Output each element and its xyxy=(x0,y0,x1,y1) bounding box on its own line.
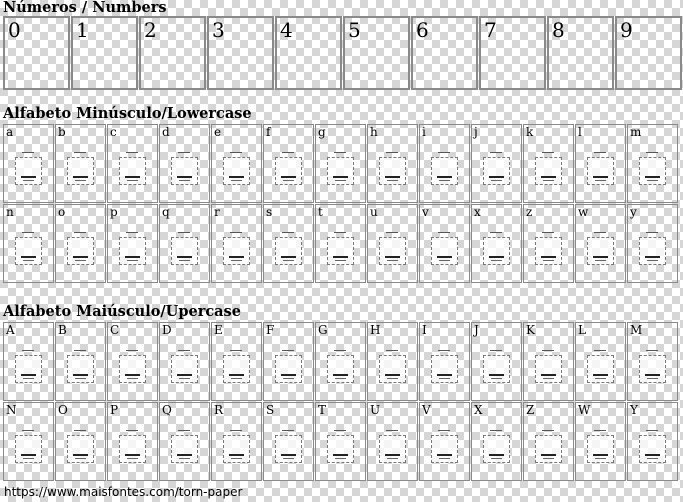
uppercase-row xyxy=(3,402,679,482)
torn-paper-glyph-icon xyxy=(171,237,198,265)
glyph-underline xyxy=(437,454,452,456)
glyph-underline xyxy=(333,256,348,258)
numbers-grid xyxy=(3,16,683,90)
letter-label: U xyxy=(370,403,381,417)
glyph-underline xyxy=(593,374,608,376)
letter-cell xyxy=(523,204,574,283)
source-url: https://www.maisfontes.com/torn-paper xyxy=(4,485,243,499)
torn-paper-glyph-icon xyxy=(431,237,458,265)
number-cell xyxy=(411,16,478,90)
letter-label: P xyxy=(110,403,119,417)
letter-cell xyxy=(575,204,626,283)
letter-cell xyxy=(263,204,314,283)
glyph-underline xyxy=(73,374,88,376)
glyph-underline xyxy=(437,374,452,376)
letter-label: f xyxy=(266,125,271,139)
torn-paper-glyph-icon xyxy=(379,237,406,265)
glyph-underline xyxy=(387,260,398,261)
letter-label: w xyxy=(578,205,589,219)
letter-label: o xyxy=(58,205,66,219)
glyph-underline xyxy=(283,458,294,459)
torn-paper-glyph-icon xyxy=(483,237,510,265)
letter-cell xyxy=(419,322,470,401)
letter-label: J xyxy=(474,323,479,337)
letter-cell xyxy=(367,124,418,203)
glyph-underline xyxy=(335,180,346,181)
torn-paper-glyph-icon xyxy=(67,237,94,265)
letter-label: g xyxy=(318,125,326,139)
glyph-underline xyxy=(387,180,398,181)
glyph-underline xyxy=(125,256,140,258)
glyph-underline xyxy=(75,378,86,379)
glyph-underline xyxy=(645,256,660,258)
torn-paper-glyph-icon xyxy=(327,435,354,463)
lowercase-grid xyxy=(3,124,679,284)
number-label: 9 xyxy=(620,18,633,42)
number-cell xyxy=(275,16,342,90)
letter-label: l xyxy=(578,125,582,139)
letter-label: k xyxy=(526,125,534,139)
torn-paper-glyph-icon xyxy=(639,435,666,463)
letter-label: u xyxy=(370,205,378,219)
glyph-underline xyxy=(437,176,452,178)
glyph-underline xyxy=(21,454,36,456)
letter-cell xyxy=(627,322,678,401)
torn-paper-glyph-icon xyxy=(119,355,146,383)
uppercase-row xyxy=(3,322,679,402)
letter-cell xyxy=(419,402,470,481)
letter-label: r xyxy=(214,205,220,219)
number-label: 7 xyxy=(484,18,497,42)
glyph-underline xyxy=(647,458,658,459)
glyph-underline xyxy=(177,176,192,178)
letter-cell xyxy=(367,322,418,401)
glyph-underline xyxy=(21,374,36,376)
letter-cell xyxy=(367,402,418,481)
number-cell xyxy=(71,16,138,90)
letter-label: K xyxy=(526,323,535,337)
letter-label: M xyxy=(630,323,643,337)
torn-paper-glyph-icon xyxy=(67,355,94,383)
letter-cell xyxy=(419,204,470,283)
torn-paper-glyph-icon xyxy=(587,157,614,185)
number-label: 3 xyxy=(212,18,225,42)
glyph-underline xyxy=(125,454,140,456)
glyph-underline xyxy=(335,458,346,459)
number-label: 8 xyxy=(552,18,565,42)
letter-cell xyxy=(107,322,158,401)
torn-paper-glyph-icon xyxy=(483,355,510,383)
letter-cell xyxy=(315,124,366,203)
number-cell xyxy=(615,16,682,90)
letter-cell xyxy=(159,124,210,203)
glyph-underline xyxy=(231,180,242,181)
glyph-underline xyxy=(593,256,608,258)
torn-paper-glyph-icon xyxy=(275,237,302,265)
letter-cell xyxy=(107,204,158,283)
glyph-underline xyxy=(543,180,554,181)
glyph-underline xyxy=(177,374,192,376)
glyph-underline xyxy=(595,378,606,379)
letter-cell xyxy=(523,402,574,481)
glyph-underline xyxy=(75,180,86,181)
glyph-underline xyxy=(541,454,556,456)
torn-paper-glyph-icon xyxy=(379,157,406,185)
letter-label: j xyxy=(474,125,478,139)
torn-paper-glyph-icon xyxy=(587,435,614,463)
numbers-row xyxy=(3,16,683,90)
letter-label: x xyxy=(474,205,481,219)
glyph-underline xyxy=(23,260,34,261)
letter-label: T xyxy=(318,403,327,417)
letter-cell xyxy=(471,204,522,283)
torn-paper-glyph-icon xyxy=(587,237,614,265)
torn-paper-glyph-icon xyxy=(67,157,94,185)
torn-paper-glyph-icon xyxy=(483,435,510,463)
glyph-underline xyxy=(645,374,660,376)
letter-cell xyxy=(471,402,522,481)
glyph-underline xyxy=(541,256,556,258)
number-label: 1 xyxy=(76,18,89,42)
number-label: 6 xyxy=(416,18,429,42)
letter-cell xyxy=(315,402,366,481)
torn-paper-glyph-icon xyxy=(171,157,198,185)
letter-label: i xyxy=(422,125,426,139)
torn-paper-glyph-icon xyxy=(223,355,250,383)
glyph-underline xyxy=(75,260,86,261)
letter-label: q xyxy=(162,205,170,219)
glyph-underline xyxy=(127,378,138,379)
uppercase-section-title: Alfabeto Maiúsculo/Upercase xyxy=(3,303,241,320)
letter-cell xyxy=(419,124,470,203)
glyph-underline xyxy=(647,180,658,181)
letter-cell xyxy=(3,402,54,481)
letter-label: b xyxy=(58,125,66,139)
letter-cell xyxy=(107,402,158,481)
number-cell xyxy=(479,16,546,90)
torn-paper-glyph-icon xyxy=(119,435,146,463)
glyph-underline xyxy=(439,378,450,379)
glyph-underline xyxy=(125,374,140,376)
torn-paper-glyph-icon xyxy=(223,435,250,463)
torn-paper-glyph-icon xyxy=(431,435,458,463)
number-cell xyxy=(207,16,274,90)
letter-cell xyxy=(263,322,314,401)
letter-cell xyxy=(211,402,262,481)
number-cell xyxy=(3,16,70,90)
letter-cell xyxy=(263,402,314,481)
glyph-underline xyxy=(229,454,244,456)
letter-cell xyxy=(3,204,54,283)
letter-cell xyxy=(211,124,262,203)
glyph-underline xyxy=(645,176,660,178)
letter-cell xyxy=(3,322,54,401)
torn-paper-glyph-icon xyxy=(67,435,94,463)
letter-cell xyxy=(627,204,678,283)
letter-cell xyxy=(627,402,678,481)
letter-cell xyxy=(107,124,158,203)
number-cell xyxy=(139,16,206,90)
letter-label: F xyxy=(266,323,275,337)
numbers-section-title: Números / Numbers xyxy=(3,0,167,16)
glyph-underline xyxy=(125,176,140,178)
letter-label: H xyxy=(370,323,381,337)
letter-label: I xyxy=(422,323,427,337)
torn-paper-glyph-icon xyxy=(223,237,250,265)
glyph-underline xyxy=(21,256,36,258)
glyph-underline xyxy=(179,378,190,379)
letter-label: v xyxy=(422,205,429,219)
lowercase-row xyxy=(3,124,679,204)
number-cell xyxy=(547,16,614,90)
letter-label: C xyxy=(110,323,120,337)
glyph-underline xyxy=(385,374,400,376)
letter-label: W xyxy=(578,403,591,417)
letter-cell xyxy=(55,322,106,401)
glyph-underline xyxy=(541,374,556,376)
glyph-underline xyxy=(385,256,400,258)
letter-cell xyxy=(211,204,262,283)
glyph-underline xyxy=(593,454,608,456)
glyph-underline xyxy=(127,180,138,181)
letter-cell xyxy=(3,124,54,203)
glyph-underline xyxy=(177,256,192,258)
glyph-underline xyxy=(595,458,606,459)
letter-label: N xyxy=(6,403,17,417)
letter-cell xyxy=(575,402,626,481)
letter-label: Z xyxy=(526,403,535,417)
glyph-underline xyxy=(177,454,192,456)
letter-label: X xyxy=(474,403,483,417)
letter-label: O xyxy=(58,403,68,417)
glyph-underline xyxy=(437,256,452,258)
glyph-underline xyxy=(385,176,400,178)
letter-label: E xyxy=(214,323,223,337)
glyph-underline xyxy=(439,458,450,459)
letter-label: h xyxy=(370,125,378,139)
uppercase-grid xyxy=(3,322,679,482)
glyph-underline xyxy=(385,454,400,456)
glyph-underline xyxy=(283,260,294,261)
glyph-underline xyxy=(439,260,450,261)
number-label: 0 xyxy=(8,18,21,42)
letter-cell xyxy=(575,322,626,401)
letter-label: Y xyxy=(630,403,638,417)
torn-paper-glyph-icon xyxy=(327,355,354,383)
glyph-underline xyxy=(387,378,398,379)
glyph-underline xyxy=(489,256,504,258)
lowercase-row xyxy=(3,204,679,284)
letter-cell xyxy=(315,204,366,283)
glyph-underline xyxy=(335,260,346,261)
torn-paper-glyph-icon xyxy=(15,355,42,383)
glyph-underline xyxy=(231,378,242,379)
torn-paper-glyph-icon xyxy=(223,157,250,185)
glyph-underline xyxy=(127,260,138,261)
letter-cell xyxy=(55,124,106,203)
glyph-underline xyxy=(73,176,88,178)
glyph-underline xyxy=(593,176,608,178)
letter-cell xyxy=(471,322,522,401)
letter-label: d xyxy=(162,125,170,139)
glyph-underline xyxy=(23,378,34,379)
torn-paper-glyph-icon xyxy=(587,355,614,383)
letter-cell xyxy=(159,322,210,401)
letter-cell xyxy=(55,204,106,283)
glyph-underline xyxy=(23,180,34,181)
glyph-underline xyxy=(281,176,296,178)
glyph-underline xyxy=(595,260,606,261)
letter-cell xyxy=(523,124,574,203)
glyph-underline xyxy=(489,454,504,456)
number-cell xyxy=(343,16,410,90)
torn-paper-glyph-icon xyxy=(119,237,146,265)
glyph-underline xyxy=(73,454,88,456)
torn-paper-glyph-icon xyxy=(639,237,666,265)
letter-cell xyxy=(575,124,626,203)
glyph-underline xyxy=(541,176,556,178)
torn-paper-glyph-icon xyxy=(639,157,666,185)
torn-paper-glyph-icon xyxy=(535,355,562,383)
torn-paper-glyph-icon xyxy=(327,237,354,265)
letter-label: Q xyxy=(162,403,172,417)
torn-paper-glyph-icon xyxy=(535,435,562,463)
torn-paper-glyph-icon xyxy=(171,355,198,383)
number-label: 2 xyxy=(144,18,157,42)
glyph-underline xyxy=(335,378,346,379)
letter-cell xyxy=(367,204,418,283)
letter-cell xyxy=(159,204,210,283)
torn-paper-glyph-icon xyxy=(379,435,406,463)
torn-paper-glyph-icon xyxy=(275,157,302,185)
letter-label: a xyxy=(6,125,14,139)
lowercase-section-title: Alfabeto Minúsculo/Lowercase xyxy=(3,105,252,122)
glyph-underline xyxy=(75,458,86,459)
letter-cell xyxy=(315,322,366,401)
glyph-underline xyxy=(179,458,190,459)
torn-paper-glyph-icon xyxy=(483,157,510,185)
glyph-underline xyxy=(23,458,34,459)
letter-label: B xyxy=(58,323,67,337)
torn-paper-glyph-icon xyxy=(15,237,42,265)
torn-paper-glyph-icon xyxy=(327,157,354,185)
letter-label: A xyxy=(6,323,15,337)
glyph-underline xyxy=(491,260,502,261)
letter-label: c xyxy=(110,125,117,139)
glyph-underline xyxy=(647,378,658,379)
glyph-underline xyxy=(283,180,294,181)
glyph-underline xyxy=(333,374,348,376)
glyph-underline xyxy=(179,180,190,181)
glyph-underline xyxy=(647,260,658,261)
torn-paper-glyph-icon xyxy=(171,435,198,463)
glyph-underline xyxy=(491,458,502,459)
glyph-underline xyxy=(281,374,296,376)
letter-label: n xyxy=(6,205,14,219)
letter-label: p xyxy=(110,205,118,219)
glyph-underline xyxy=(127,458,138,459)
letter-cell xyxy=(471,124,522,203)
torn-paper-glyph-icon xyxy=(639,355,666,383)
letter-label: s xyxy=(266,205,273,219)
glyph-underline xyxy=(387,458,398,459)
number-label: 4 xyxy=(280,18,293,42)
letter-label: L xyxy=(578,323,586,337)
torn-paper-glyph-icon xyxy=(535,157,562,185)
letter-label: V xyxy=(422,403,431,417)
torn-paper-glyph-icon xyxy=(15,435,42,463)
letter-label: G xyxy=(318,323,328,337)
letter-cell xyxy=(627,124,678,203)
glyph-underline xyxy=(229,374,244,376)
glyph-underline xyxy=(543,378,554,379)
torn-paper-glyph-icon xyxy=(379,355,406,383)
torn-paper-glyph-icon xyxy=(15,157,42,185)
number-label: 5 xyxy=(348,18,361,42)
letter-cell xyxy=(263,124,314,203)
glyph-underline xyxy=(283,378,294,379)
glyph-underline xyxy=(281,256,296,258)
glyph-underline xyxy=(489,374,504,376)
glyph-underline xyxy=(543,260,554,261)
glyph-underline xyxy=(491,378,502,379)
glyph-underline xyxy=(179,260,190,261)
glyph-underline xyxy=(489,176,504,178)
torn-paper-glyph-icon xyxy=(535,237,562,265)
glyph-underline xyxy=(333,176,348,178)
glyph-underline xyxy=(229,176,244,178)
letter-label: t xyxy=(318,205,323,219)
torn-paper-glyph-icon xyxy=(119,157,146,185)
glyph-underline xyxy=(231,458,242,459)
letter-label: R xyxy=(214,403,224,417)
letter-cell xyxy=(55,402,106,481)
letter-cell xyxy=(159,402,210,481)
glyph-underline xyxy=(229,256,244,258)
glyph-underline xyxy=(281,454,296,456)
torn-paper-glyph-icon xyxy=(431,157,458,185)
torn-paper-glyph-icon xyxy=(275,435,302,463)
glyph-underline xyxy=(439,180,450,181)
letter-label: e xyxy=(214,125,222,139)
glyph-underline xyxy=(333,454,348,456)
letter-cell xyxy=(211,322,262,401)
glyph-underline xyxy=(645,454,660,456)
letter-cell xyxy=(523,322,574,401)
glyph-underline xyxy=(73,256,88,258)
letter-label: z xyxy=(526,205,533,219)
letter-label: D xyxy=(162,323,172,337)
letter-label: S xyxy=(266,403,275,417)
glyph-underline xyxy=(21,176,36,178)
letter-label: y xyxy=(630,205,637,219)
glyph-underline xyxy=(543,458,554,459)
glyph-underline xyxy=(595,180,606,181)
glyph-underline xyxy=(491,180,502,181)
torn-paper-glyph-icon xyxy=(431,355,458,383)
torn-paper-glyph-icon xyxy=(275,355,302,383)
letter-label: m xyxy=(630,125,642,139)
glyph-underline xyxy=(231,260,242,261)
